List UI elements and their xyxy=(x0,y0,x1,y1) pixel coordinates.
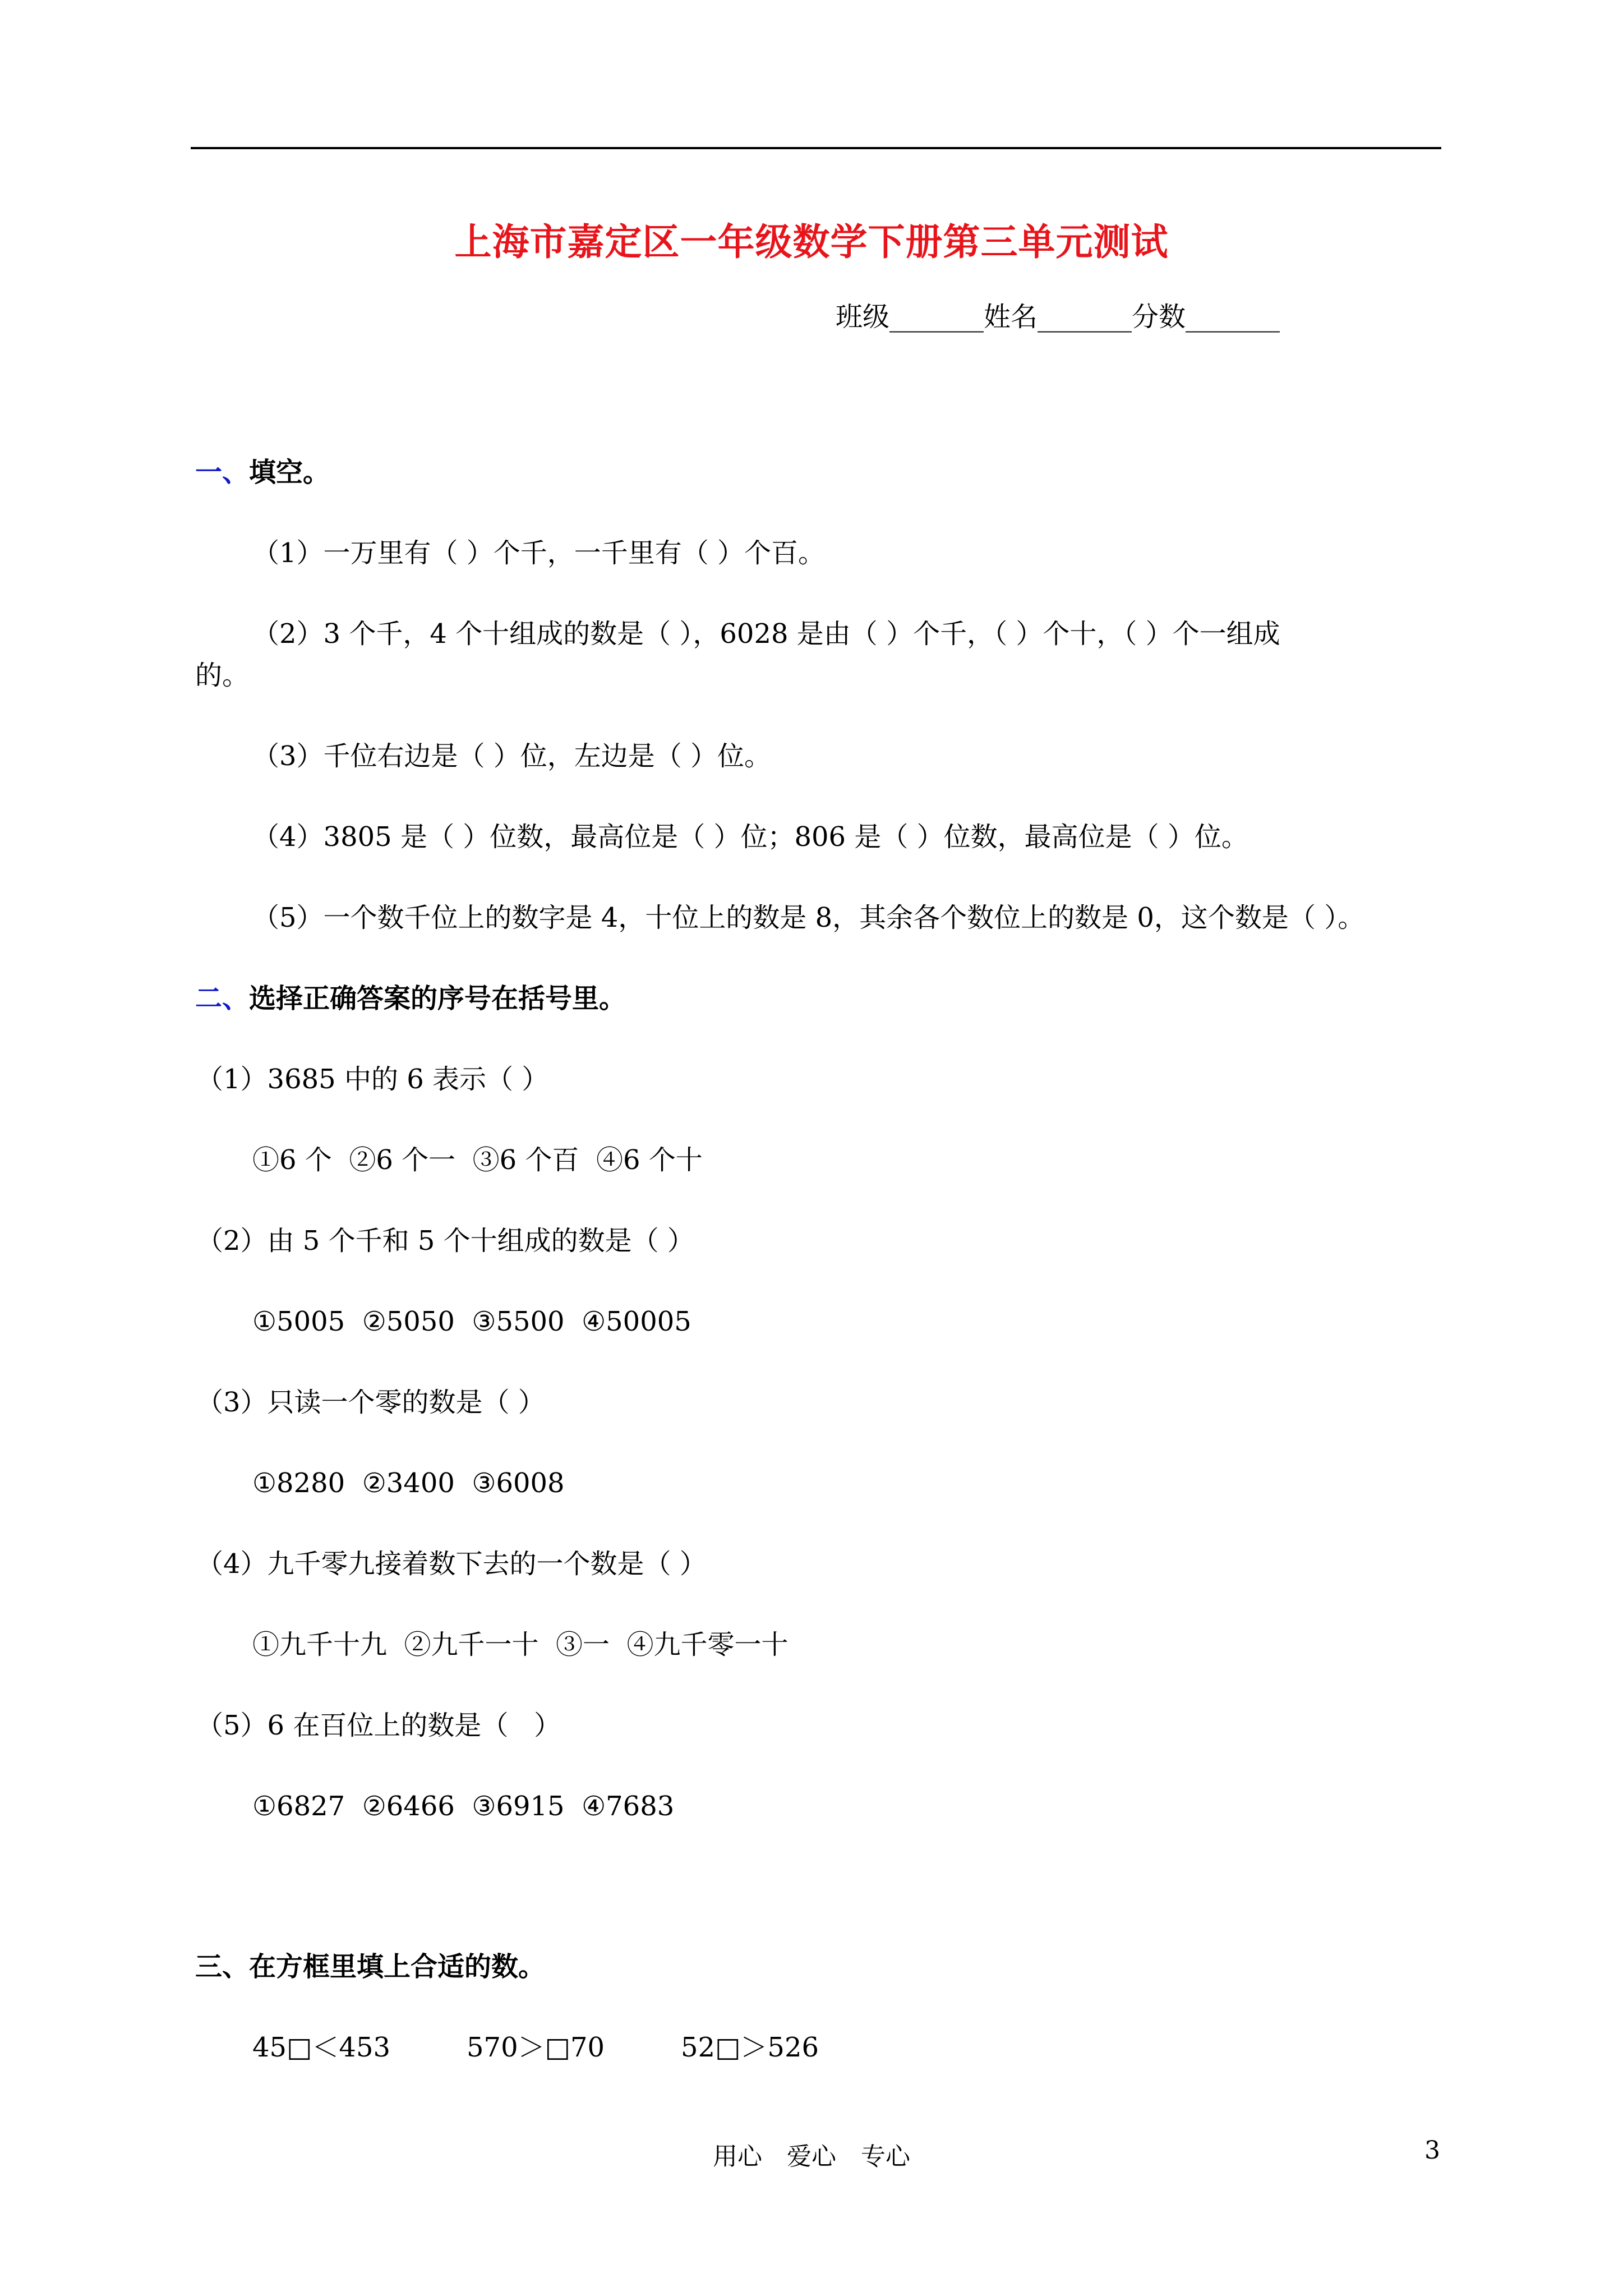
section-2-title: 选择正确答案的序号在括号里。 xyxy=(249,983,626,1014)
choice-question-1: （1）3685 中的 6 表示（ ） xyxy=(196,1064,549,1095)
page-number: 3 xyxy=(1424,2136,1440,2165)
choice-options-1: ①6 个 ②6 个一 ③6 个百 ④6 个十 xyxy=(252,1144,703,1176)
fill-item-3: （3）千位右边是（ ）位，左边是（ ）位。 xyxy=(252,740,772,772)
document-title: 上海市嘉定区一年级数学下册第三单元测试 xyxy=(454,220,1169,264)
section-1-heading xyxy=(195,459,330,486)
box-item-3: 52□＞526 xyxy=(681,2032,819,2063)
section-2-number: 二、 xyxy=(195,983,250,1014)
fill-item-2-cont: 的。 xyxy=(195,660,250,691)
choice-options-5: ①6827 ②6466 ③6915 ④7683 xyxy=(252,1791,675,1822)
fill-item-5: （5）一个数千位上的数字是 4，十位上的数是 8，其余各个数位上的数是 0，这个数是（ ）。 xyxy=(252,902,1365,933)
section-1-number: 一、 xyxy=(195,457,250,488)
section-1-title: 填空。 xyxy=(249,457,330,488)
section-3-heading: 三、在方框里填上合适的数。 xyxy=(195,1951,546,1982)
fill-item-4: （4）3805 是（ ）位数，最高位是（ ）位；806 是（ ）位数，最高位是（ ）位。 xyxy=(252,821,1248,853)
box-item-2: 570＞□70 xyxy=(467,2032,605,2063)
student-info-line: 班级_______姓名_______分数_______ xyxy=(836,301,1280,333)
fill-item-2: （2）3 个千，4 个十组成的数是（ ），6028 是由（ ）个千，（ ）个十，（ ）个一组成 xyxy=(252,618,1280,650)
choice-question-3: （3）只读一个零的数是（ ） xyxy=(196,1387,545,1418)
choice-options-4: ①九千十九 ②九千一十 ③一 ④九千零一十 xyxy=(252,1629,789,1660)
choice-question-5: （5）6 在百位上的数是（ ） xyxy=(196,1710,561,1741)
header-rule xyxy=(191,147,1441,149)
choice-options-2: ①5005 ②5050 ③5500 ④50005 xyxy=(252,1306,691,1337)
footer-motto: 用心 爱心 专心 xyxy=(713,2142,910,2171)
section-2-heading xyxy=(195,985,626,1012)
fill-item-1: （1）一万里有（ ）个千，一千里有（ ）个百。 xyxy=(252,537,826,569)
choice-question-2: （2）由 5 个千和 5 个十组成的数是（ ） xyxy=(196,1225,694,1257)
choice-options-3: ①8280 ②3400 ③6008 xyxy=(252,1467,565,1499)
box-item-1: 45□＜453 xyxy=(252,2032,391,2063)
choice-question-4: （4）九千零九接着数下去的一个数是（ ） xyxy=(196,1548,707,1580)
